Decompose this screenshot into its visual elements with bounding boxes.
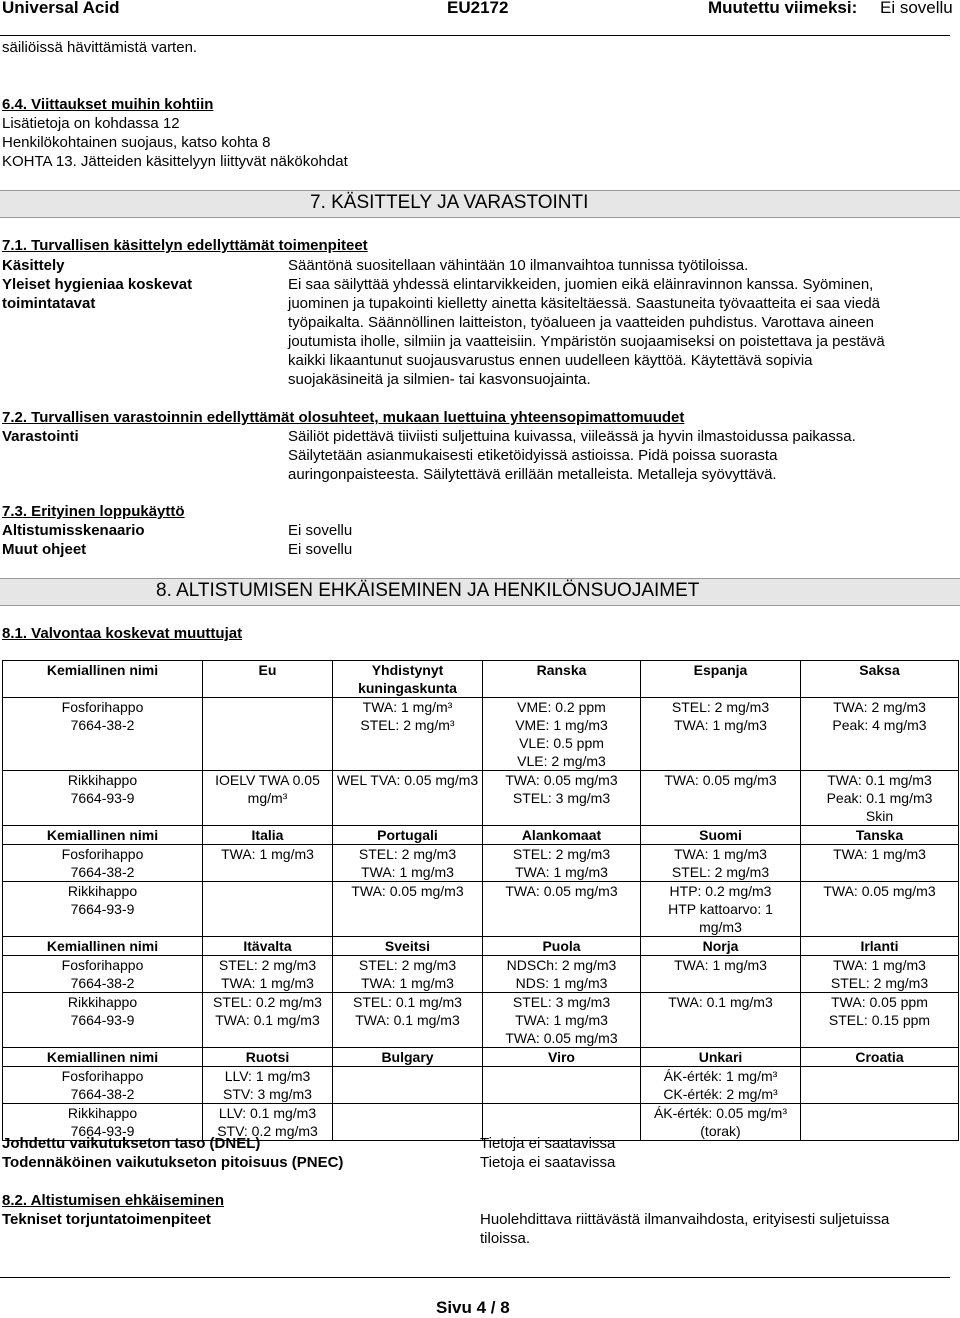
limit-cell	[483, 1067, 641, 1104]
limit-cell: TWA: 1 mg/m3 STEL: 2 mg/m3	[801, 956, 959, 993]
tech-measures-label: Tekniset torjuntatoimenpiteet	[2, 1211, 211, 1228]
limit-cell: STEL: 2 mg/m3 TWA: 1 mg/m3	[333, 845, 483, 882]
limit-cell: LLV: 0.1 mg/m3 STV: 0.2 mg/m3	[203, 1104, 333, 1141]
table-header-cell: Espanja	[641, 661, 801, 698]
handling-text: Sääntönä suositellaan vähintään 10 ilmanvaihtoa tunnissa työtiloissa.	[288, 257, 749, 274]
limit-cell: STEL: 0.1 mg/m3 TWA: 0.1 mg/m3	[333, 993, 483, 1048]
section-6-4-title: 6.4. Viittaukset muihin kohtiin	[2, 96, 214, 113]
other-instructions-value: Ei sovellu	[288, 541, 353, 558]
limit-cell: WEL TVA: 0.05 mg/m3	[333, 771, 483, 826]
section-7-1-title: 7.1. Turvallisen käsittelyn edellyttämät toimenpiteet	[2, 237, 368, 254]
limit-cell: TWA: 1 mg/m3	[801, 845, 959, 882]
modified-value: Ei sovellu	[880, 0, 953, 17]
table-header-row	[3, 661, 959, 698]
storage-line: Säilytetään asianmukaisesti etiketöidyissä astioissa. Pidä poissa suorasta	[288, 447, 778, 464]
section-8-2-title: 8.2. Altistumisen ehkäiseminen	[2, 1192, 225, 1209]
pnec-label: Todennäköinen vaikutukseton pitoisuus (PNEC)	[2, 1154, 344, 1171]
section-7-title: 7. KÄSITTELY JA VARASTOINTI	[310, 192, 589, 213]
page-number: Sivu 4 / 8	[436, 1298, 510, 1317]
table-header-cell: Saksa	[801, 661, 959, 698]
table-header-cell: Kemiallinen nimi	[3, 826, 203, 845]
table-header-cell: Suomi	[641, 826, 801, 845]
section-7-2-title: 7.2. Turvallisen varastoinnin edellyttämät olosuhteet, mukaan luettuina yhteensopimattomuudet	[2, 409, 685, 426]
product-code: EU2172	[447, 0, 509, 17]
exposure-limits-table	[2, 660, 959, 1141]
tech-measures-line: Huolehdittava riittävästä ilmanvaihdosta, erityisesti suljetuissa	[480, 1211, 890, 1228]
limit-cell: STEL: 2 mg/m3 TWA: 1 mg/m3	[483, 845, 641, 882]
section-8-1-title: 8.1. Valvontaa koskevat muuttujat	[2, 625, 243, 642]
limit-cell: TWA: 0.05 mg/m3	[483, 882, 641, 937]
table-row	[3, 993, 959, 1048]
table-header-cell: Bulgary	[333, 1048, 483, 1067]
limit-cell: TWA: 0.05 mg/m3 STEL: 3 mg/m3	[483, 771, 641, 826]
limit-cell: ÁK-érték: 1 mg/m³ CK-érték: 2 mg/m³	[641, 1067, 801, 1104]
limit-cell: STEL: 3 mg/m3 TWA: 1 mg/m3 TWA: 0.05 mg/m3	[483, 993, 641, 1048]
limit-cell	[203, 882, 333, 937]
s64-line: Lisätietoja on kohdassa 12	[2, 115, 180, 132]
pnec-value: Tietoja ei saatavissa	[480, 1154, 616, 1171]
limit-cell: HTP: 0.2 mg/m3 HTP kattoarvo: 1 mg/m3	[641, 882, 801, 937]
table-header-cell: Kemiallinen nimi	[3, 661, 203, 698]
limit-cell: TWA: 1 mg/m3 STEL: 2 mg/m3	[641, 845, 801, 882]
table-header-cell: Croatia	[801, 1048, 959, 1067]
limit-cell: STEL: 0.2 mg/m3 TWA: 0.1 mg/m3	[203, 993, 333, 1048]
footer-divider	[0, 1277, 950, 1278]
limit-cell: TWA: 0.1 mg/m3	[641, 993, 801, 1048]
limit-cell: TWA: 0.05 mg/m3	[641, 771, 801, 826]
limit-cell: TWA: 0.05 mg/m3	[801, 882, 959, 937]
limit-cell: NDSCh: 2 mg/m3 NDS: 1 mg/m3	[483, 956, 641, 993]
table-header-cell: Irlanti	[801, 937, 959, 956]
hygiene-line: suojakäsineitä ja silmien- tai kasvonsuojainta.	[288, 371, 591, 388]
substance-cell: Fosforihappo 7664-38-2	[3, 1067, 203, 1104]
substance-cell: Fosforihappo 7664-38-2	[3, 956, 203, 993]
hygiene-label: Yleiset hygieniaa koskevat	[2, 276, 193, 293]
limit-cell	[801, 1104, 959, 1141]
table-header-cell: Yhdistynyt kuningaskunta	[333, 661, 483, 698]
limit-cell: TWA: 1 mg/m3	[641, 956, 801, 993]
storage-line: Säiliöt pidettävä tiiviisti suljettuina kuivassa, viileässä ja hyvin ilmastoidussa paikassa.	[288, 428, 856, 445]
table-row	[3, 882, 959, 937]
table-header-cell: Sveitsi	[333, 937, 483, 956]
scenario-label: Altistumisskenaario	[2, 522, 145, 539]
table-header-row	[3, 826, 959, 845]
limit-cell: IOELV TWA 0.05 mg/m³	[203, 771, 333, 826]
table-header-cell: Ruotsi	[203, 1048, 333, 1067]
table-header-cell: Viro	[483, 1048, 641, 1067]
section-7-banner	[0, 190, 960, 218]
table-row	[3, 771, 959, 826]
dnel-value: Tietoja ei saatavissa	[480, 1135, 616, 1152]
substance-cell: Rikkihappo 7664-93-9	[3, 993, 203, 1048]
limit-cell: TWA: 0.1 mg/m3 Peak: 0.1 mg/m3 Skin	[801, 771, 959, 826]
substance-cell: Rikkihappo 7664-93-9	[3, 1104, 203, 1141]
handling-label: Käsittely	[2, 257, 65, 274]
limit-cell	[333, 1067, 483, 1104]
limit-cell: TWA: 0.05 mg/m3	[333, 882, 483, 937]
limit-cell	[801, 1067, 959, 1104]
table-header-cell: Kemiallinen nimi	[3, 1048, 203, 1067]
table-header-cell: Ranska	[483, 661, 641, 698]
table-header-cell: Italia	[203, 826, 333, 845]
storage-label: Varastointi	[2, 428, 79, 445]
table-header-cell: Kemiallinen nimi	[3, 937, 203, 956]
hygiene-label-cont: toimintatavat	[2, 295, 96, 312]
modified-label: Muutettu viimeksi:	[708, 0, 858, 17]
section-8-banner	[0, 578, 960, 606]
header-divider	[0, 35, 950, 36]
dnel-label: Johdettu vaikutukseton taso (DNEL)	[2, 1135, 261, 1152]
hygiene-line: juominen ja tupakointi kielletty ainetta käsiteltäessä. Saastuneita työvaatteita ei saa viedä	[288, 295, 881, 312]
hygiene-line: työpaikalta. Säännöllinen laitteiston, työalueen ja vaatteiden puhdistus. Varottava aineen	[288, 314, 874, 331]
hygiene-line: Ei saa säilyttää yhdessä elintarvikkeiden, juomien eikä eläinravinnon kanssa. Syöminen,	[288, 276, 874, 293]
hygiene-line: kaikki likaantunut suojausvarustus ennen uudelleen käyttöä. Käytettävä sopivia	[288, 352, 813, 369]
table-row	[3, 845, 959, 882]
product-name: Universal Acid	[2, 0, 120, 17]
hygiene-line: joutumista iholle, silmiin ja vaatteisiin. Ympäristön suojaamiseksi on poistettava ja pestävä	[288, 333, 885, 350]
substance-cell: Fosforihappo 7664-38-2	[3, 698, 203, 771]
limit-cell: ÁK-érték: 0.05 mg/m³ (torak)	[641, 1104, 801, 1141]
substance-cell: Rikkihappo 7664-93-9	[3, 771, 203, 826]
table-row	[3, 698, 959, 771]
table-row	[3, 1067, 959, 1104]
limit-cell: STEL: 2 mg/m3 TWA: 1 mg/m3	[641, 698, 801, 771]
table-header-cell: Eu	[203, 661, 333, 698]
section-7-3-title: 7.3. Erityinen loppukäyttö	[2, 503, 185, 520]
table-header-cell: Alankomaat	[483, 826, 641, 845]
substance-cell: Rikkihappo 7664-93-9	[3, 882, 203, 937]
table-header-row	[3, 1048, 959, 1067]
table-header-cell: Unkari	[641, 1048, 801, 1067]
table-header-cell: Puola	[483, 937, 641, 956]
section-8-title: 8. ALTISTUMISEN EHKÄISEMINEN JA HENKILÖNSUOJAIMET	[156, 580, 700, 601]
limit-cell: STEL: 2 mg/m3 TWA: 1 mg/m3	[333, 956, 483, 993]
table-row	[3, 956, 959, 993]
s64-line: Henkilökohtainen suojaus, katso kohta 8	[2, 134, 271, 151]
s64-line: KOHTA 13. Jätteiden käsittelyyn liittyvät näkökohdat	[2, 153, 348, 170]
table-header-cell: Tanska	[801, 826, 959, 845]
substance-cell: Fosforihappo 7664-38-2	[3, 845, 203, 882]
intro-line: säiliöissä hävittämistä varten.	[2, 39, 198, 56]
tech-measures-line: tiloissa.	[480, 1230, 531, 1247]
limit-cell: TWA: 2 mg/m3 Peak: 4 mg/m3	[801, 698, 959, 771]
table-header-cell: Itävalta	[203, 937, 333, 956]
limit-cell: TWA: 1 mg/m3	[203, 845, 333, 882]
other-instructions-label: Muut ohjeet	[2, 541, 87, 558]
limit-cell: LLV: 1 mg/m3 STV: 3 mg/m3	[203, 1067, 333, 1104]
scenario-value: Ei sovellu	[288, 522, 353, 539]
limit-cell	[333, 1104, 483, 1141]
limit-cell: STEL: 2 mg/m3 TWA: 1 mg/m3	[203, 956, 333, 993]
limit-cell: VME: 0.2 ppm VME: 1 mg/m3 VLE: 0.5 ppm VLE: 2 mg/m3	[483, 698, 641, 771]
table-header-cell: Norja	[641, 937, 801, 956]
storage-line: auringonpaisteesta. Säilytettävä erillään metalleista. Metalleja syövyttävä.	[288, 466, 777, 483]
limit-cell: TWA: 0.05 ppm STEL: 0.15 ppm	[801, 993, 959, 1048]
table-header-cell: Portugali	[333, 826, 483, 845]
table-header-row	[3, 937, 959, 956]
limit-cell	[203, 698, 333, 771]
limit-cell: TWA: 1 mg/m³ STEL: 2 mg/m³	[333, 698, 483, 771]
